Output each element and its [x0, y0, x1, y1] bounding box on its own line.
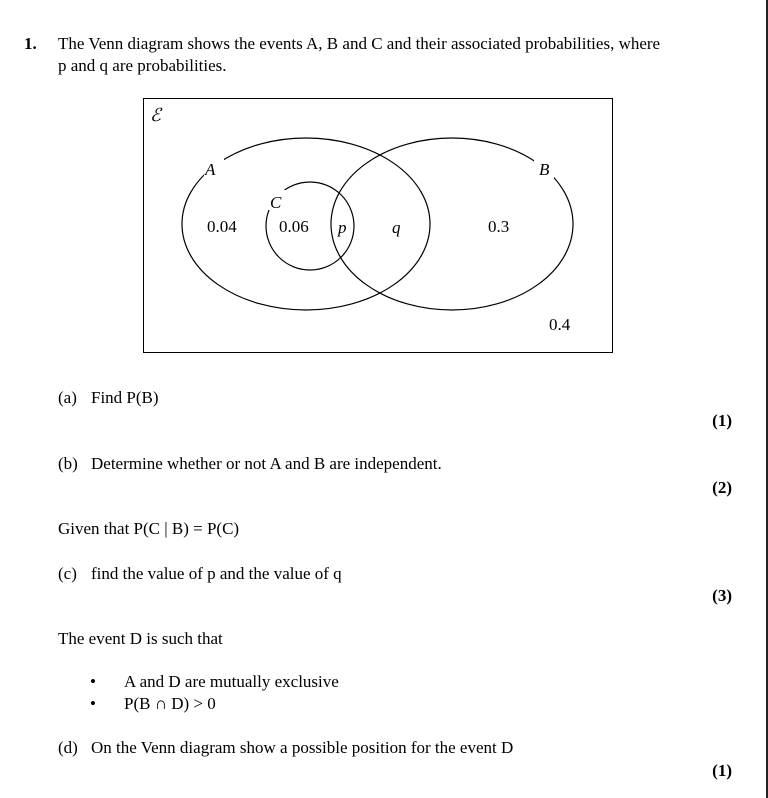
part-c-text: find the value of p and the value of q — [91, 564, 342, 583]
bullet-text-2: P(B ∩ D) > 0 — [124, 694, 216, 713]
bullet-dot-1: • — [90, 672, 96, 691]
part-d-label: (d) — [58, 738, 78, 757]
label-c: C — [270, 193, 282, 212]
part-a-text: Find P(B) — [91, 388, 159, 407]
bullet-text-1: A and D are mutually exclusive — [124, 672, 339, 691]
value-outside: 0.4 — [549, 315, 571, 334]
part-b-text: Determine whether or not A and B are independent. — [91, 454, 442, 473]
label-a: A — [205, 160, 216, 179]
value-q: q — [392, 218, 401, 237]
event-d-intro: The event D is such that — [58, 629, 223, 648]
question-intro-line1: The Venn diagram shows the events A, B and C and their associated probabilities, where — [58, 34, 661, 53]
label-b: B — [539, 160, 550, 179]
universe-symbol: ℰ — [150, 105, 161, 125]
given-condition: Given that P(C | B) = P(C) — [58, 519, 240, 538]
part-b-marks: (2) — [712, 478, 732, 497]
part-d-marks: (1) — [712, 761, 732, 780]
question-intro-line2: p and q are probabilities. — [58, 56, 227, 75]
part-a-label: (a) — [58, 388, 77, 407]
question-number: 1. — [24, 34, 37, 53]
part-c-marks: (3) — [712, 586, 732, 605]
bullet-dot-2: • — [90, 694, 96, 713]
part-c-label: (c) — [58, 564, 77, 583]
value-b-only: 0.3 — [488, 217, 510, 236]
value-a-only: 0.04 — [207, 217, 237, 236]
value-p: p — [338, 218, 347, 237]
part-a-marks: (1) — [712, 411, 732, 430]
part-d-text: On the Venn diagram show a possible position for the event D — [91, 738, 514, 757]
value-c: 0.06 — [279, 217, 309, 236]
part-b-label: (b) — [58, 454, 78, 473]
